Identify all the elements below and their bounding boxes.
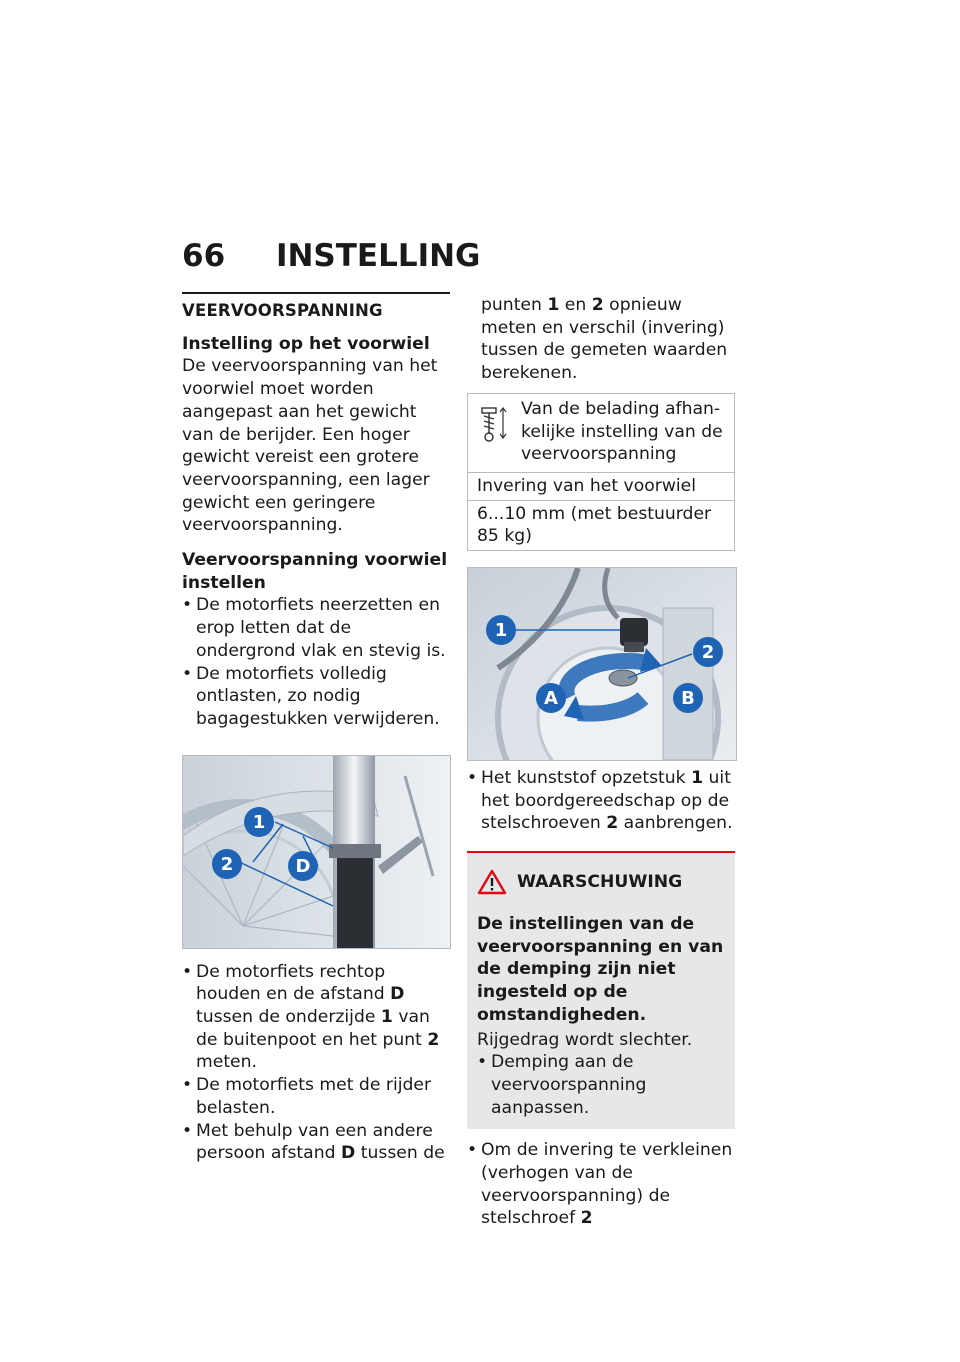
step-text: uit het boordgereedschap op de stelschroeven bbox=[481, 767, 731, 834]
front-setting-body: De veervoorspanning van het voorwiel moet worden aangepast aan het gewicht van de berijder. Een hoger gewicht vereist een grotere veervoorspanning, een lager gewicht een geringere veervoorspanning. bbox=[182, 356, 438, 536]
step-text: Om de invering te verkleinen (verhogen van de veervoorspanning) de stelschroef bbox=[481, 1140, 733, 1229]
figure1-label-2: 2 bbox=[220, 853, 234, 875]
figure1-label-d: D bbox=[295, 855, 311, 877]
warning-triangle-icon bbox=[477, 869, 507, 895]
spring-preload-icon bbox=[478, 404, 508, 444]
figure2-label-a: A bbox=[544, 687, 558, 709]
ref-2: 2 bbox=[606, 813, 619, 834]
spec-header-line2: kelijke instelling van de veervoorspanning bbox=[521, 421, 723, 465]
warning-box bbox=[467, 851, 735, 1129]
warning-header bbox=[477, 869, 725, 895]
section-rule bbox=[182, 292, 450, 294]
list-item bbox=[467, 1139, 735, 1230]
list-item bbox=[182, 1120, 450, 1165]
step-text: tussen de onderzijde bbox=[196, 1007, 381, 1028]
step-text: Met behulp van een andere persoon afstand bbox=[196, 1120, 433, 1164]
continuation-text bbox=[467, 294, 735, 385]
warning-consequence: Rijgedrag wordt slechter. bbox=[477, 1029, 693, 1050]
warning-actions bbox=[477, 1051, 725, 1119]
spec-value: 6...10 mm (met bestuurder 85 kg) bbox=[468, 500, 734, 550]
step-text: aanbrengen. bbox=[618, 813, 733, 834]
spec-header-line1: Van de belading afhan- bbox=[521, 398, 721, 419]
list-item: • Demping aan de veervoorspanning aanpassen. bbox=[477, 1051, 725, 1119]
figure1-label-1: 1 bbox=[252, 811, 266, 833]
ref-2: 2 bbox=[427, 1029, 440, 1050]
ref-1: 1 bbox=[547, 295, 560, 315]
steps-list-c bbox=[467, 767, 735, 835]
left-column bbox=[182, 292, 450, 1165]
figure2-label-b: B bbox=[681, 687, 695, 709]
figure2-label-2: 2 bbox=[701, 641, 715, 663]
steps-list-a bbox=[182, 594, 450, 730]
procedure-heading: Veervoorspanning voorwiel instellen bbox=[182, 550, 448, 593]
page-header bbox=[182, 238, 642, 274]
chapter-title: INSTELLING bbox=[275, 238, 481, 274]
list-item bbox=[467, 767, 735, 835]
spec-table bbox=[467, 393, 735, 551]
section-title: VEERVOORSPANNING bbox=[182, 301, 383, 320]
warning-statement: De instellingen van de veervoorspanning en van de demping zijn niet ingesteld op de omstandigheden. bbox=[477, 914, 724, 1025]
right-column bbox=[467, 294, 735, 1230]
adjuster-illustration bbox=[468, 568, 736, 760]
list-item: • De motorfiets met de rijder belasten. bbox=[182, 1074, 450, 1119]
ref-2: 2 bbox=[580, 1208, 593, 1229]
ref-d: D bbox=[390, 984, 405, 1005]
steps-list-b bbox=[182, 961, 450, 1165]
front-setting-heading: Instelling op het voorwiel bbox=[182, 333, 430, 354]
adjuster-figure bbox=[467, 567, 737, 761]
spec-header bbox=[468, 394, 734, 472]
ref-1: 1 bbox=[691, 767, 704, 788]
fork-measurement-figure bbox=[182, 755, 451, 949]
step-text: Het kunststof opzetstuk bbox=[481, 767, 692, 788]
step-text: van de buitenpoot en het punt bbox=[196, 1007, 430, 1050]
step-text: tussen de bbox=[355, 1143, 445, 1164]
step-text: opnieuw meten en verschil (invering) tussen de gemeten waarden berekenen. bbox=[481, 295, 728, 384]
step-text: meten. bbox=[196, 1052, 257, 1073]
spec-label: Invering van het voorwiel bbox=[468, 472, 734, 500]
step-text: punten bbox=[481, 295, 548, 315]
list-item: • De motorfiets volledig ontlasten, zo nodig bagagestukken verwijderen. bbox=[182, 663, 450, 731]
ref-2: 2 bbox=[591, 295, 604, 315]
step-text: en bbox=[559, 295, 592, 315]
warning-title: WAARSCHUWING bbox=[517, 871, 683, 892]
steps-list-d bbox=[467, 1139, 735, 1230]
fork-illustration bbox=[183, 756, 450, 948]
list-item bbox=[182, 961, 450, 1075]
step-text: De motorfiets rechtop houden en de afstand bbox=[196, 961, 391, 1005]
figure2-label-1: 1 bbox=[494, 619, 508, 641]
ref-1: 1 bbox=[380, 1007, 393, 1028]
list-item: • De motorfiets neerzetten en erop letten dat de ondergrond vlak en stevig is. bbox=[182, 594, 450, 662]
page-number: 66 bbox=[182, 238, 226, 274]
ref-d: D bbox=[340, 1143, 356, 1164]
